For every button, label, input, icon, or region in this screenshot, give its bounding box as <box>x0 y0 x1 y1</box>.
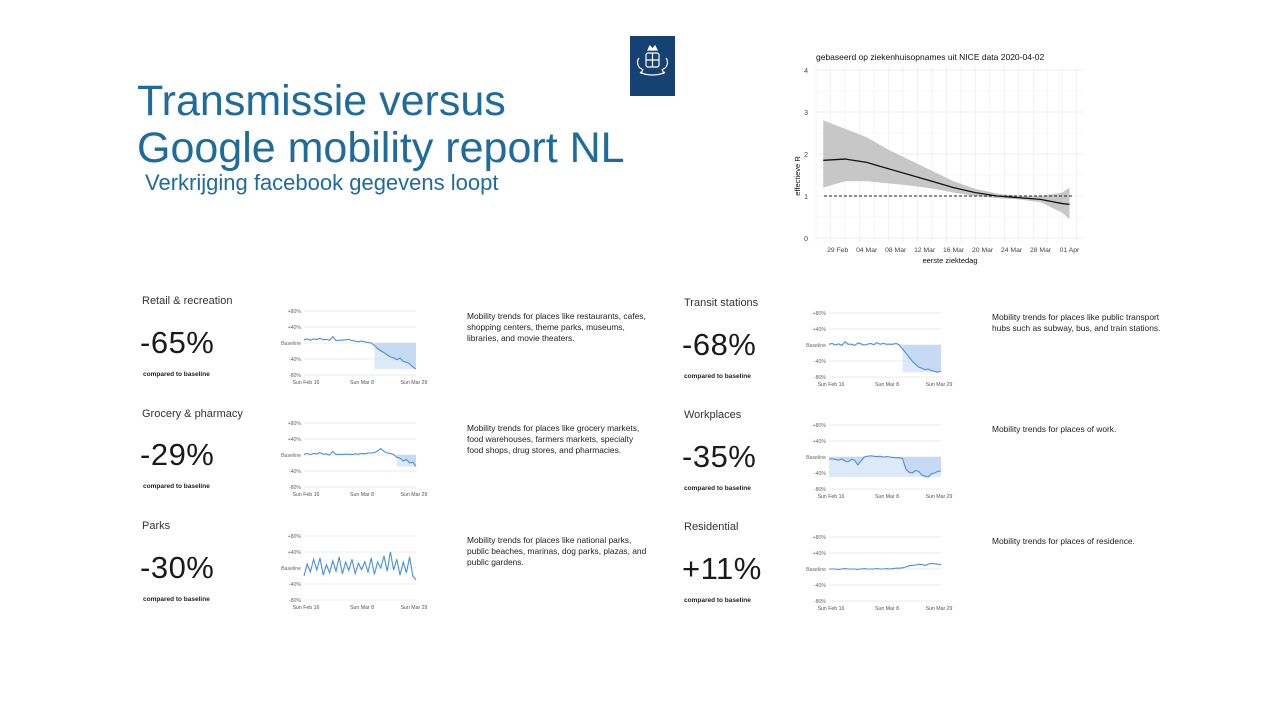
r-xtick-label: 04 Mar <box>856 247 878 254</box>
ytick-label: +40% <box>812 551 826 557</box>
xtick-label: Sun Mar 8 <box>875 494 899 500</box>
xtick-label: Sun Mar 8 <box>875 382 899 388</box>
xtick-label: Sun Mar 8 <box>350 492 374 498</box>
r-chart-title: gebaseerd op ziekenhuisopnames uit NICE data 2020-04-02 <box>816 52 1045 62</box>
ytick-label: +80% <box>287 421 301 427</box>
workplaces-compared-label: compared to baseline <box>684 485 751 492</box>
ytick-label: +80% <box>287 534 301 540</box>
ytick-label: -40% <box>288 469 301 475</box>
grocery-percent: -29% <box>140 437 215 472</box>
ytick-label: +80% <box>812 311 826 317</box>
ytick-label: +40% <box>812 439 826 445</box>
ytick-label: Baseline <box>806 343 826 349</box>
r-xtick-label: 16 Mar <box>943 247 965 254</box>
ytick-label: -80% <box>813 375 826 381</box>
ytick-label: +40% <box>287 437 301 443</box>
ytick-label: -40% <box>813 471 826 477</box>
grocery-description: Mobility trends for places like grocery markets, food warehouses, farmers markets, specialty food shops, drug stores, and pharmacies. <box>467 423 640 455</box>
r-xtick-label: 28 Mar <box>1029 247 1052 254</box>
xtick-label: Sun Mar 29 <box>400 492 428 498</box>
r-xtick-label: 12 Mar <box>914 247 936 254</box>
workplaces-label: Workplaces <box>684 409 742 421</box>
retail-description: Mobility trends for places like restaurants, cafes, shopping centers, theme parks, museums, libraries, and movie theaters. <box>467 311 646 343</box>
retail-percent: -65% <box>140 325 215 360</box>
ytick-label: +80% <box>287 309 301 315</box>
xtick-label: Sun Feb 16 <box>817 606 845 612</box>
mobility-line <box>304 552 416 580</box>
r-xtick-label: 29 Feb <box>827 247 849 254</box>
slide-title-line2: Google mobility report NL <box>137 124 625 172</box>
xtick-label: Sun Mar 29 <box>925 382 953 388</box>
xtick-label: Sun Mar 29 <box>400 380 428 386</box>
parks-compared-label: compared to baseline <box>143 596 210 603</box>
government-logo <box>630 36 675 96</box>
ytick-label: Baseline <box>281 566 301 572</box>
r-ytick-label: 4 <box>804 68 808 75</box>
retail-label: Retail & recreation <box>142 295 233 307</box>
transit-compared-label: compared to baseline <box>684 373 751 380</box>
mobility-line <box>829 563 941 569</box>
r-xtick-label: 08 Mar <box>885 247 907 254</box>
residential-percent: +11% <box>682 551 762 586</box>
ytick-label: Baseline <box>806 567 826 573</box>
workplaces-percent: -35% <box>682 439 757 474</box>
ytick-label: -80% <box>813 487 826 493</box>
crest-icon <box>630 36 675 96</box>
transit-description: Mobility trends for places like public transport hubs such as subway, bus, and train stations. <box>992 312 1161 333</box>
xtick-label: Sun Mar 8 <box>350 380 374 386</box>
xtick-label: Sun Feb 16 <box>817 382 845 388</box>
xtick-label: Sun Mar 29 <box>400 605 428 611</box>
residential-label: Residential <box>684 521 739 533</box>
ytick-label: -80% <box>288 485 301 491</box>
transit-mobility-chart <box>795 307 965 392</box>
retail-mobility-chart <box>270 305 440 390</box>
xtick-label: Sun Mar 8 <box>875 606 899 612</box>
grocery-mobility-chart <box>270 417 440 502</box>
slide-title-line1: Transmissie versus <box>137 77 506 125</box>
ytick-label: -80% <box>288 373 301 379</box>
parks-mobility-chart <box>270 530 440 615</box>
ytick-label: -80% <box>288 598 301 604</box>
decline-area-box <box>397 455 416 467</box>
ytick-label: -40% <box>288 357 301 363</box>
r-ytick-label: 3 <box>804 110 808 117</box>
transit-label: Transit stations <box>684 297 759 309</box>
ytick-label: Baseline <box>281 341 301 347</box>
parks-description: Mobility trends for places like national parks, public beaches, marinas, dog parks, plazas, and public gardens. <box>467 535 647 567</box>
r-xtick-label: 01 Apr <box>1059 247 1080 254</box>
ytick-label: Baseline <box>806 455 826 461</box>
workplaces-description: Mobility trends for places of work. <box>992 424 1117 434</box>
ytick-label: +40% <box>287 550 301 556</box>
grocery-label: Grocery & pharmacy <box>142 408 243 420</box>
ytick-label: +80% <box>812 423 826 429</box>
r-ytick-label: 0 <box>804 236 808 243</box>
ytick-label: +40% <box>287 325 301 331</box>
effective-r-chart <box>780 40 1090 272</box>
residential-description: Mobility trends for places of residence. <box>992 536 1135 546</box>
ytick-label: -40% <box>813 583 826 589</box>
xtick-label: Sun Feb 16 <box>292 380 320 386</box>
xtick-label: Sun Feb 16 <box>817 494 845 500</box>
residential-compared-label: compared to baseline <box>684 597 751 604</box>
ytick-label: +40% <box>812 327 826 333</box>
r-xtick-label: 20 Mar <box>972 247 994 254</box>
decline-area-box <box>829 457 941 477</box>
xtick-label: Sun Feb 16 <box>292 605 320 611</box>
transit-percent: -68% <box>682 327 757 362</box>
retail-compared-label: compared to baseline <box>143 371 210 378</box>
xtick-label: Sun Mar 29 <box>925 606 953 612</box>
slide-subtitle: Verkrijging facebook gegevens loopt <box>145 170 499 195</box>
ytick-label: -40% <box>813 359 826 365</box>
r-chart-ylabel: effectieve R <box>793 156 802 196</box>
r-ytick-label: 1 <box>804 194 808 201</box>
xtick-label: Sun Feb 16 <box>292 492 320 498</box>
parks-label: Parks <box>142 520 171 532</box>
r-ytick-label: 2 <box>804 152 808 159</box>
xtick-label: Sun Mar 8 <box>350 605 374 611</box>
ytick-label: Baseline <box>281 453 301 459</box>
grocery-compared-label: compared to baseline <box>143 483 210 490</box>
decline-area-box <box>374 343 416 369</box>
ytick-label: +80% <box>812 535 826 541</box>
parks-percent: -30% <box>140 550 215 585</box>
ytick-label: -40% <box>288 582 301 588</box>
ytick-label: -80% <box>813 599 826 605</box>
xtick-label: Sun Mar 29 <box>925 494 953 500</box>
r-chart-xlabel: eerste ziektedag <box>922 256 978 265</box>
r-xtick-label: 24 Mar <box>1000 247 1023 254</box>
residential-mobility-chart <box>795 531 965 616</box>
workplaces-mobility-chart <box>795 419 965 504</box>
